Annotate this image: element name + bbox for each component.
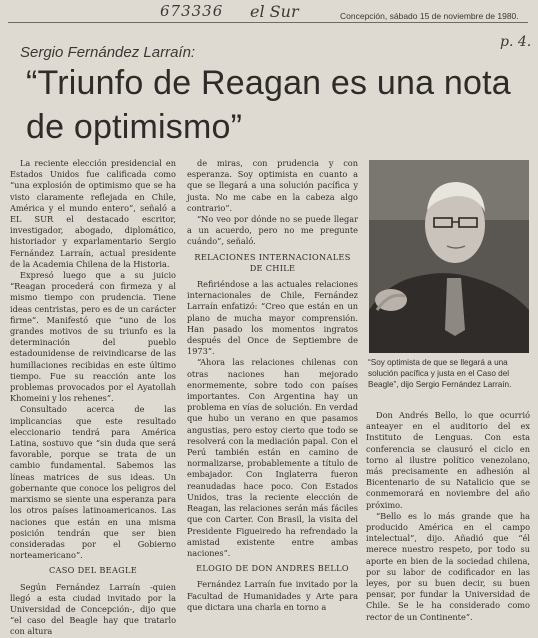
article-paragraph: Expresó luego que a su juicio “Reagan procederá con firmeza y al mismo tiempo con prudencia. Tiene ideas centristas, pero es de un carácter firme”. Manifestó que “uno de los grandes motivos de su triunfo es la determinación del pueblo estadounidense de reivindicarse de las humillaciones recibidas en este último tiempo. Fue su reacción ante los problemas provocados por el Ayatollah Khomeini y los rehenes”.: [10, 270, 176, 404]
header-rule: [8, 22, 528, 23]
article-paragraph: de miras, con prudencia y con esperanza. Soy optimista en cuanto a que se llegará a una solución pacífica y justa. No me cabe en la cabeza algo contrario”.: [187, 158, 358, 213]
portrait-photo: [369, 160, 529, 353]
article-paragraph: Fernández Larraín fue invitado por la Facultad de Humanidades y Arte para que dictara una charla en torno a: [187, 579, 358, 612]
handwritten-page-mark: p. 4.: [500, 34, 532, 50]
portrait-illustration: [369, 160, 529, 353]
photo-caption: “Soy optimista de que se llegará a una solución pacífica y justa en el Caso del Beagle”, dijo Sergio Fernández Larraín.: [368, 358, 512, 389]
article-paragraph: Consultado acerca de las implicancias que este resultado eleccionario tendrá para América Latina, sostuvo que “sin duda que será favorable, porque se trata de un cambio fundamental. Sabemos las líneas matrices de sus ideas. Un gobernante que conoce los peligros del marxismo se siente una esperanza para los otros países latinoamericanos. Las naciones que están en una misma posición tendrán que ser bien consideradas por el Gobierno norteamericano”.: [10, 404, 176, 561]
handwritten-publication: el Sur: [250, 2, 299, 21]
section-subhead: RELACIONES INTERNACIONALES DE CHILE: [194, 251, 351, 273]
article-paragraph: Refiriéndose a las actuales relaciones internacionales de Chile, Fernández Larraín enfatizó: “Creo que están en un plano de mucha mayor comprensión. Han pasado los momentos ingratos después del Once de Septiembre de 1973”.: [187, 279, 358, 357]
handwritten-archive-id: 673336: [160, 2, 224, 20]
article-paragraph: “Ahora las relaciones chilenas con otras naciones han mejorado enormemente, sobre todo con países importantes. Con Argentina hay un problema en vías de solución. En verdad que hubo un verano en que pasamos angustias, pero estoy cierto que todo se resolverá con la mediación papal. Con el Perú también están en camino de normalizarse, probablemente a título de embajador. Con Inglaterra fueron reanudadas hace poco. Con Estados Unidos, tras la reciente elección de Reagan, las relaciones serán más fáciles que con Carter. Con Brasil, la visita del Presidente Figueiredo ha refrendado la amistad existente entre ambas naciones”.: [187, 357, 358, 558]
dateline: Concepción, sábado 15 de noviembre de 1980.: [340, 11, 519, 21]
section-subhead: CASO DEL BEAGLE: [48, 565, 138, 576]
article-paragraph: “No veo por dónde no se puede llegar a un acuerdo, pero no me pregunte cuándo”, señaló.: [187, 214, 358, 247]
article-headline: “Triunfo de Reagan es una nota de optimismo”: [26, 64, 511, 146]
section-subhead: ELOGIO DE DON ANDRES BELLO: [196, 563, 349, 574]
article-column-2: [187, 158, 358, 613]
article-paragraph: “Bello es lo más grande que ha producido América en el campo intelectual”, dijo. Añadió que “él merece nuestro respeto, por todo su aporte en bien de la sociedad chilena, por su labor de codificador en las leyes, por su buen decir, su buen pensar, por fundar la Universidad de Chile. Se le ha considerado como rector de un Continente”.: [366, 510, 530, 622]
article-kicker: Sergio Fernández Larraín:: [20, 44, 196, 61]
article-paragraph: La reciente elección presidencial en Estados Unidos fue calificada como “una explosión de optimismo que se ha visto claramente reflejada en Chile, América y el mundo entero”, señaló a EL SUR el destacado escritor, investigador, abogado, diplomático, historiador y exparlamentario Sergio Fernández Larraín, actual presidente de la Academia Chilena de la Historia.: [10, 158, 176, 269]
article-paragraph: Don Andrés Bello, lo que ocurrió anteayer en el auditorio del ex Instituto de Lenguas. Con esta conferencia se clausuró el ciclo en torno al ilustre político venezolano, más precisamente en adhesión al Bicentenario de su Natalicio que se conmemorará en noviembre del año próximo.: [366, 410, 530, 510]
article-column-3: [366, 410, 530, 623]
article-column-1: [10, 158, 176, 638]
article-paragraph: Según Fernández Larraín -quien llegó a esta ciudad invitado por la Universidad de Concepción-, dijo que “el caso del Beagle hay que tratarlo con altura: [10, 581, 176, 637]
